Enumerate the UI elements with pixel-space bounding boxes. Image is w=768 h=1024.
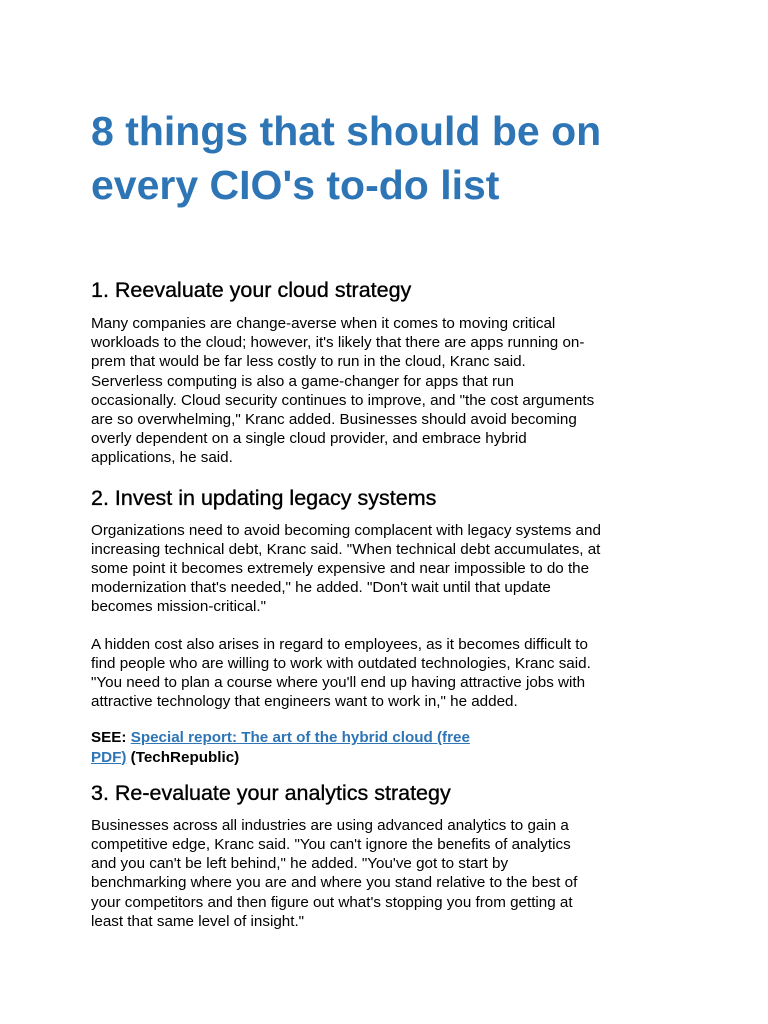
text-line: modernization that's needed," he added. "Don't wait until that update: [91, 579, 551, 597]
text-line: Many companies are change-averse when it comes to moving critical: [91, 315, 556, 332]
special-report-link[interactable]: Special report: The art of the hybrid cloud (free: [130, 729, 470, 747]
text-line: some point it becomes extremely expensive and near impossible to do the: [91, 560, 590, 578]
see-line: [91, 728, 691, 747]
text-line: overly dependent on a single cloud provider, and embrace hybrid: [91, 430, 527, 448]
section-heading-cloud-strategy: 1. Reevaluate your cloud strategy: [91, 278, 412, 302]
text-line: find people who are willing to work with outdated technologies, Kranc said.: [91, 654, 591, 672]
text-line: your competitors and then figure out what's stopping you from getting at: [91, 893, 573, 911]
text-line: becomes mission-critical.": [91, 598, 267, 616]
text-line: applications, he said.: [91, 449, 233, 467]
section-heading-legacy-systems: 2. Invest in updating legacy systems: [91, 485, 437, 510]
section-heading-analytics-strategy: 3. Re-evaluate your analytics strategy: [91, 780, 451, 805]
text-line: "You need to plan a course where you'll end up having attractive jobs with: [91, 674, 586, 692]
see-label: SEE:: [91, 729, 127, 747]
text-line: Businesses across all industries are using advanced analytics to gain a: [91, 816, 569, 834]
text-line: attractive technology that engineers want to work in," he added.: [91, 693, 518, 711]
paragraph: [91, 314, 691, 468]
special-report-link-continued[interactable]: PDF): [91, 748, 127, 766]
text-line: Organizations need to avoid becoming complacent with legacy systems and: [91, 521, 601, 539]
see-line: [91, 748, 691, 767]
paragraph: [91, 635, 691, 712]
text-line: and you can't be left behind," he added. "You've got to start by: [91, 855, 509, 873]
article-page: [91, 104, 691, 931]
paragraph: [91, 816, 691, 931]
text-line: A hidden cost also arises in regard to employees, as it becomes difficult to: [91, 635, 588, 653]
paragraph: [91, 521, 691, 617]
text-line: workloads to the cloud; however, it's likely that there are apps running on-: [91, 334, 585, 352]
see-source: (TechRepublic): [126, 748, 240, 766]
title-line: 8 things that should be on: [91, 108, 602, 154]
text-line: are so overwhelming," Kranc added. Businesses should avoid becoming: [91, 411, 577, 429]
text-line: least that same level of insight.": [91, 912, 305, 930]
text-line: increasing technical debt, Kranc said. "When technical debt accumulates, at: [91, 540, 601, 558]
text-line: competitive edge, Kranc said. "You can't ignore the benefits of analytics: [91, 836, 571, 854]
text-line: prem that would be far less costly to run in the cloud, Kranc said.: [91, 353, 526, 371]
article-title: [91, 104, 691, 212]
title-line: every CIO's to-do list: [91, 162, 500, 208]
text-line: occasionally. Cloud security continues to improve, and "the cost arguments: [91, 391, 595, 409]
see-also-reference: [91, 728, 691, 766]
text-line: Serverless computing is also a game-changer for apps that run: [91, 372, 514, 390]
text-line: benchmarking where you are and where you stand relative to the best of: [91, 874, 578, 892]
